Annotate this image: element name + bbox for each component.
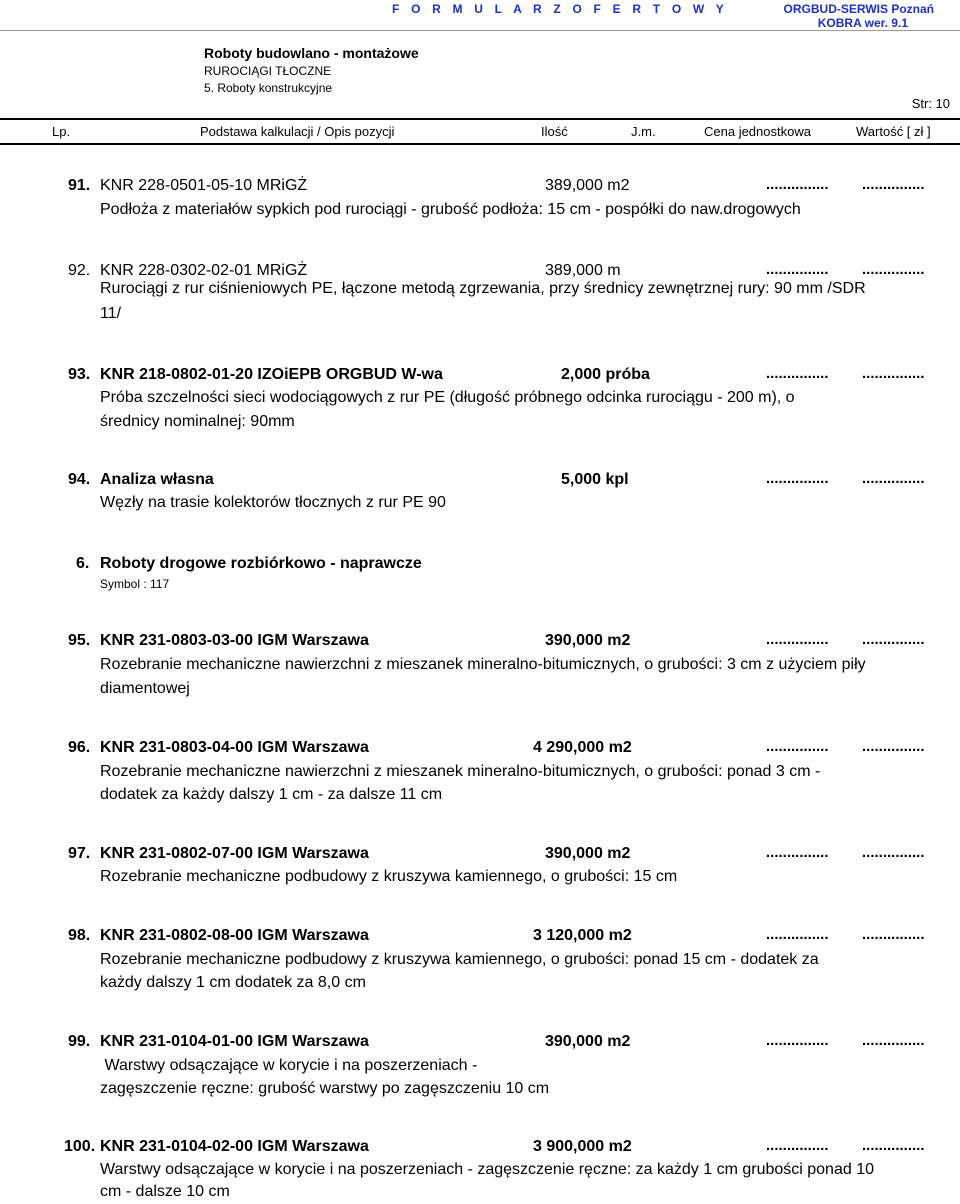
item-unit-price: ............... xyxy=(766,1137,829,1154)
item-value: ............... xyxy=(862,1032,925,1049)
item-number: 99. xyxy=(68,1033,91,1050)
project-title: Roboty budowlano - montażowe xyxy=(204,45,419,61)
section-symbol: Symbol : 117 xyxy=(100,577,170,591)
column-basis: Podstawa kalkulacji / Opis pozycji xyxy=(200,124,395,139)
item-unit-price: ............... xyxy=(766,844,829,861)
item-unit-price: ............... xyxy=(766,365,829,382)
item-number: 96. xyxy=(68,739,91,756)
item-unit-price: ............... xyxy=(766,926,829,943)
item-quantity: 390,000 m2 xyxy=(545,845,631,862)
item-code: Analiza własna xyxy=(100,471,214,488)
item-value: ............... xyxy=(862,926,925,943)
column-unit: J.m. xyxy=(631,124,656,139)
item-code: KNR 228-0501-05-10 MRiGŻ xyxy=(100,177,308,194)
item-description: Rozebranie mechaniczne nawierzchni z mieszanek mineralno-bitumicznych, o grubości: 3 cm z użyciem piły xyxy=(100,656,866,673)
item-number: 93. xyxy=(68,366,91,383)
item-unit-price: ............... xyxy=(766,631,829,648)
item-code: KNR 231-0104-01-00 IGM Warszawa xyxy=(100,1033,369,1050)
item-quantity: 390,000 m2 xyxy=(545,632,631,649)
item-description: Rozebranie mechaniczne podbudowy z kruszywa kamiennego, o grubości: ponad 15 cm - dodatek za xyxy=(100,951,819,968)
item-quantity: 3 900,000 m2 xyxy=(533,1138,632,1155)
item-quantity: 4 290,000 m2 xyxy=(533,739,632,756)
item-code: KNR 228-0302-02-01 MRiGŻ xyxy=(100,262,308,279)
section-title: Roboty drogowe rozbiórkowo - naprawcze xyxy=(100,555,422,572)
item-description: Podłoża z materiałów sypkich pod rurociągi - grubość podłoża: 15 cm - pospółki do naw.drogowych xyxy=(100,201,801,218)
item-value: ............... xyxy=(862,261,925,278)
item-description-cont: dodatek za każdy dalszy 1 cm - za dalsze 11 cm xyxy=(100,786,443,803)
item-description-cont: zagęszczenie ręczne: grubość warstwy po zagęszczeniu 10 cm xyxy=(100,1080,550,1097)
software-version: KOBRA wer. 9.1 xyxy=(817,16,908,30)
item-number: 92. xyxy=(68,262,91,279)
page-number: Str: 10 xyxy=(911,96,950,111)
company-name: ORGBUD-SERWIS Poznań xyxy=(783,2,934,16)
item-value: ............... xyxy=(862,1137,925,1154)
column-value: Wartość [ zł ] xyxy=(856,124,931,139)
item-description: Rurociągi z rur ciśnieniowych PE, łączone metodą zgrzewania, przy średnicy zewnętrznej rury: 90 mm /SDR xyxy=(100,280,866,297)
item-code: KNR 231-0803-03-00 IGM Warszawa xyxy=(100,632,369,649)
item-quantity: 389,000 m xyxy=(545,262,621,279)
column-unit-price: Cena jednostkowa xyxy=(704,124,811,139)
column-header-bar xyxy=(0,118,960,145)
item-description-cont: każdy dalszy 1 cm dodatek za 8,0 cm xyxy=(100,974,366,991)
item-description: Rozebranie mechaniczne nawierzchni z mieszanek mineralno-bitumicznych, o grubości: ponad 3 cm - xyxy=(100,763,821,780)
section-number: 6. xyxy=(76,555,90,572)
section-name: RUROCIĄGI TŁOCZNE xyxy=(204,64,332,78)
item-description-cont: 11/ xyxy=(100,305,122,322)
item-number: 91. xyxy=(68,177,91,194)
item-value: ............... xyxy=(862,176,925,193)
item-number: 95. xyxy=(68,632,91,649)
item-number: 97. xyxy=(68,845,91,862)
column-lp: Lp. xyxy=(52,124,71,139)
item-quantity: 389,000 m2 xyxy=(545,177,630,194)
item-description-cont: średnicy nominalnej: 90mm xyxy=(100,413,295,430)
item-quantity: 390,000 m2 xyxy=(545,1033,631,1050)
item-code: KNR 218-0802-01-20 IZOiEPB ORGBUD W-wa xyxy=(100,366,443,383)
item-quantity: 5,000 kpl xyxy=(561,471,629,488)
item-code: KNR 231-0802-07-00 IGM Warszawa xyxy=(100,845,369,862)
item-description-cont: diamentowej xyxy=(100,680,190,697)
item-description: Warstwy odsączające w korycie i na poszerzeniach - zagęszczenie ręczne: za każdy 1 cm grubości ponad 10 xyxy=(100,1161,874,1178)
item-value: ............... xyxy=(862,365,925,382)
item-unit-price: ............... xyxy=(766,1032,829,1049)
item-number: 98. xyxy=(68,927,91,944)
item-description: Warstwy odsączające w korycie i na poszerzeniach - xyxy=(100,1057,478,1074)
column-qty: Ilość xyxy=(541,124,568,139)
item-quantity: 3 120,000 m2 xyxy=(533,927,632,944)
item-number: 100. xyxy=(64,1138,96,1155)
item-description: Węzły na trasie kolektorów tłocznych z rur PE 90 xyxy=(100,494,446,511)
item-code: KNR 231-0802-08-00 IGM Warszawa xyxy=(100,927,369,944)
item-unit-price: ............... xyxy=(766,738,829,755)
subsection-name: 5. Roboty konstrukcyjne xyxy=(204,81,333,95)
item-number: 94. xyxy=(68,471,91,488)
item-value: ............... xyxy=(862,470,925,487)
item-quantity: 2,000 próba xyxy=(561,366,650,383)
item-code: KNR 231-0803-04-00 IGM Warszawa xyxy=(100,739,369,756)
item-value: ............... xyxy=(862,738,925,755)
header-divider xyxy=(0,30,960,31)
item-value: ............... xyxy=(862,631,925,648)
form-title: F O R M U L A R Z O F E R T O W Y xyxy=(392,2,728,16)
item-unit-price: ............... xyxy=(766,176,829,193)
item-unit-price: ............... xyxy=(766,261,829,278)
item-unit-price: ............... xyxy=(766,470,829,487)
item-code: KNR 231-0104-02-00 IGM Warszawa xyxy=(100,1138,369,1155)
item-description: Rozebranie mechaniczne podbudowy z kruszywa kamiennego, o grubości: 15 cm xyxy=(100,868,678,885)
item-description: Próba szczelności sieci wodociągowych z rur PE (długość próbnego odcinka rurociągu - 200 m), o xyxy=(100,389,795,406)
item-description-cont: cm - dalsze 10 cm xyxy=(100,1183,230,1200)
item-value: ............... xyxy=(862,844,925,861)
